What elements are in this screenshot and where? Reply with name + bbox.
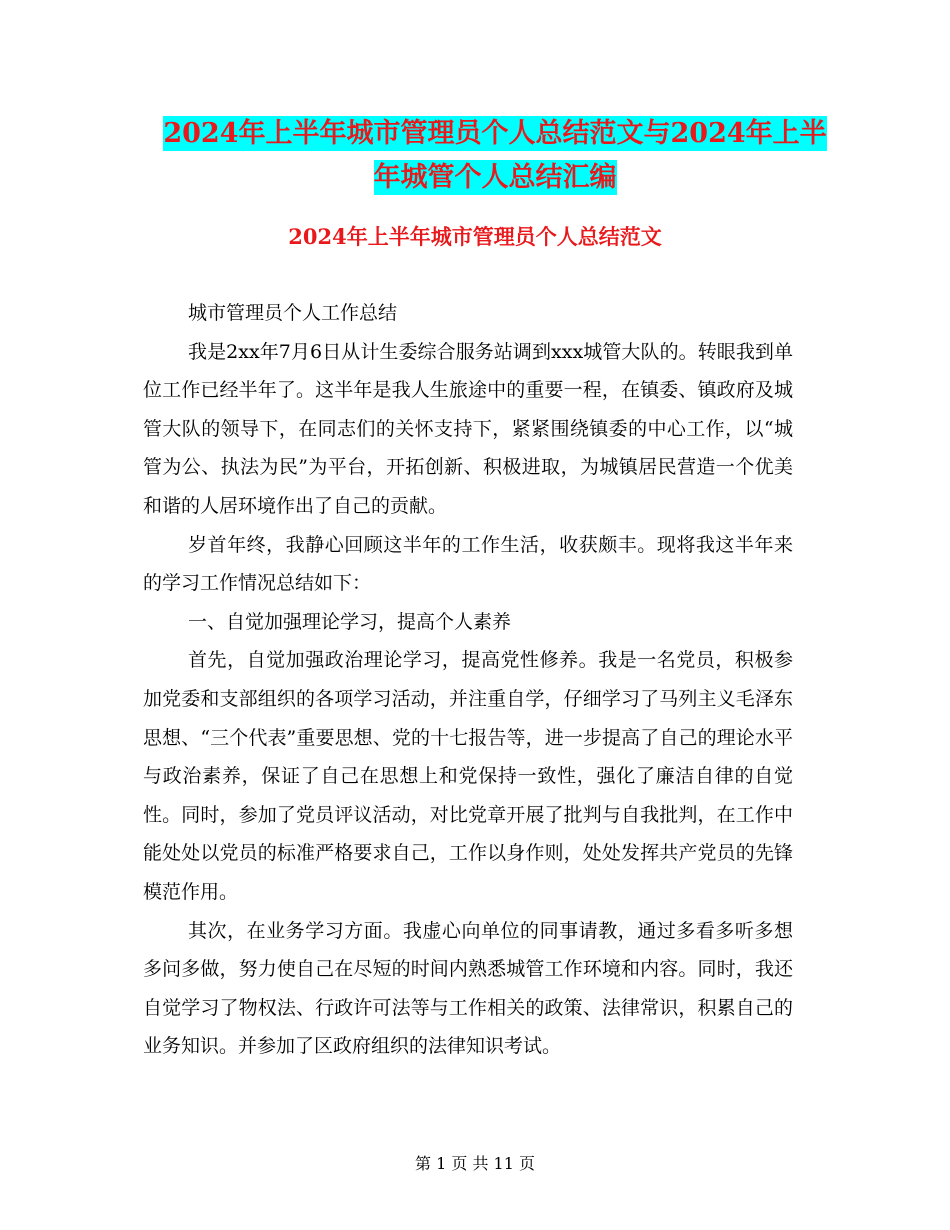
paragraph-heading: 一、自觉加强理论学习，提高个人素养 — [188, 610, 512, 633]
document-body — [143, 294, 793, 1066]
page-footer: 第 1 页 共 11 页 — [415, 1154, 535, 1173]
paragraph-subtitle: 城市管理员个人工作总结 — [188, 302, 398, 324]
section-title: 2024年上半年城市管理员个人总结范文 — [288, 224, 662, 249]
document-title-line-2: 年城管个人总结汇编 — [373, 162, 617, 193]
paragraph: 岁首年终，我静心回顾这半年的工作生活，收获颇丰。现将我这半年来的学习工作情况总结如下： — [143, 533, 793, 595]
paragraph: 我是2xx年7月6日从计生委综合服务站调到xxx城管大队的。转眼我到单位工作已经半年了。这半年是我人生旅途中的重要一程，在镇委、镇政府及城管大队的领导下，在同志们的关怀支持下，紧紧围绕镇委的中心工作，以“城管为公、执法为民”为平台，开拓创新、积极进取，为城镇居民营造一个优美和谐的人居环境作出了自己的贡献。 — [143, 340, 793, 517]
document-title-line-1: 2024年上半年城市管理员个人总结范文与2024年上半 — [163, 118, 827, 149]
paragraph: 其次，在业务学习方面。我虚心向单位的同事请教，通过多看多听多想多问多做，努力使自己在尽短的时间内熟悉城管工作环境和内容。同时，我还自觉学习了物权法、行政许可法等与工作相关的政策、法律常识，积累自己的业务知识。并参加了区政府组织的法律知识考试。 — [143, 919, 793, 1058]
paragraph: 首先，自觉加强政治理论学习，提高党性修养。我是一名党员，积极参加党委和支部组织的各项学习活动，并注重自学，仔细学习了马列主义毛泽东思想、“三个代表”重要思想、党的十七报告等，进一步提高了自己的理论水平与政治素养，保证了自己在思想上和党保持一致性，强化了廉洁自律的自觉性。同时，参加了党员评议活动，对比党章开展了批判与自我批判，在工作中能处处以党员的标准严格要求自己，工作以身作则，处处发挥共产党员的先锋模范作用。 — [143, 649, 793, 903]
document-title — [100, 112, 890, 200]
